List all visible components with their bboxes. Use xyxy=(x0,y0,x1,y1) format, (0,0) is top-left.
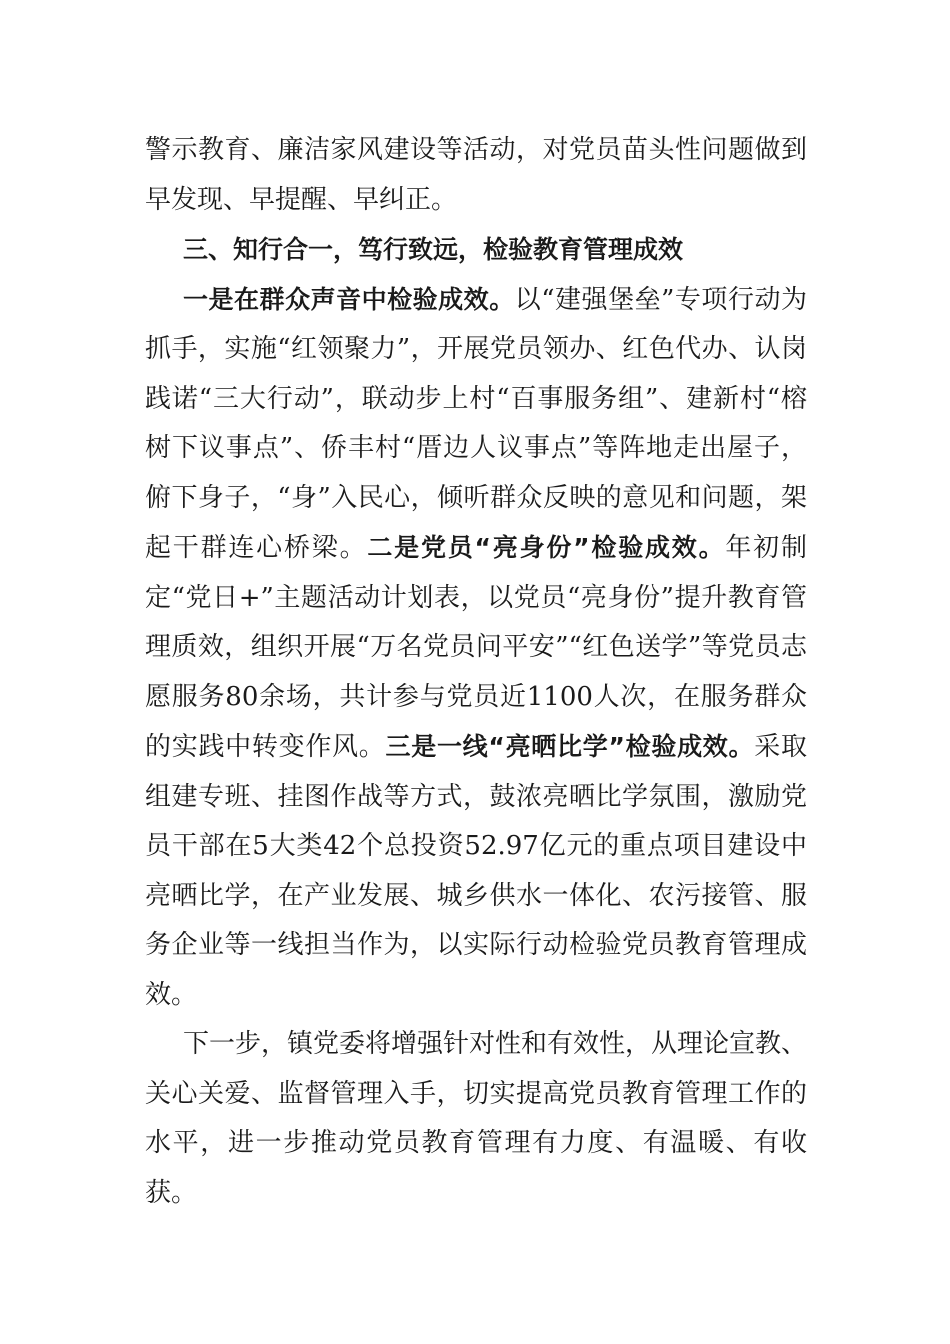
paragraph-text-1: 以“建强堡垒”专项行动为抓手，实施“红领聚力”，开展党员领办、红色代办、认岗践诺“三大行动”，联动步上村“百事服务组”、建新村“榕树下议事点”、侨丰村“厝边人议事点”等阵地走出屋子，俯下身子，“身”入民心，倾听群众反映的意见和问题，架起干群连心桥梁。 xyxy=(145,284,807,563)
paragraph-text: 下一步，镇党委将增强针对性和有效性，从理论宣教、关心关爱、监督管理入手，切实提高党员教育管理工作的水平，进一步推动党员教育管理有力度、有温暖、有收获。 xyxy=(145,1029,808,1208)
paragraph-text-3: 采取组建专班、挂图作战等方式，鼓浓亮晒比学氛围，激励党员干部在5大类42个总投资52.97亿元的重点项目建设中亮晒比学，在产业发展、城乡供水一体化、农污接管、服务企业等一线担当作为，以实际行动检验党员教育管理成效。 xyxy=(145,732,807,1010)
section-heading: 三、知行合一，笃行致远，检验教育管理成效 xyxy=(183,235,684,264)
section-paragraph xyxy=(145,275,807,1021)
paragraph-text-2: 年初制定“党日+”主题活动计划表，以党员“亮身份”提升教育管理质效，组织开展“万名党员问平安”“红色送学”等党员志愿服务80余场，共计参与党员近1100人次，在服务群众的实践中转变作风。 xyxy=(145,533,807,762)
lead-phrase-1: 一是在群众声音中检验成效。 xyxy=(183,284,515,314)
continued-paragraph xyxy=(145,126,807,225)
closing-paragraph xyxy=(145,1020,807,1218)
lead-phrase-2: 二是党员“亮身份”检验成效。 xyxy=(367,533,726,562)
lead-phrase-3: 三是一线“亮晒比学”检验成效。 xyxy=(385,732,755,761)
paragraph-text: 警示教育、廉洁家风建设等活动，对党员苗头性问题做到早发现、早提醒、早纠正。 xyxy=(145,135,807,215)
document-body xyxy=(145,126,807,1218)
